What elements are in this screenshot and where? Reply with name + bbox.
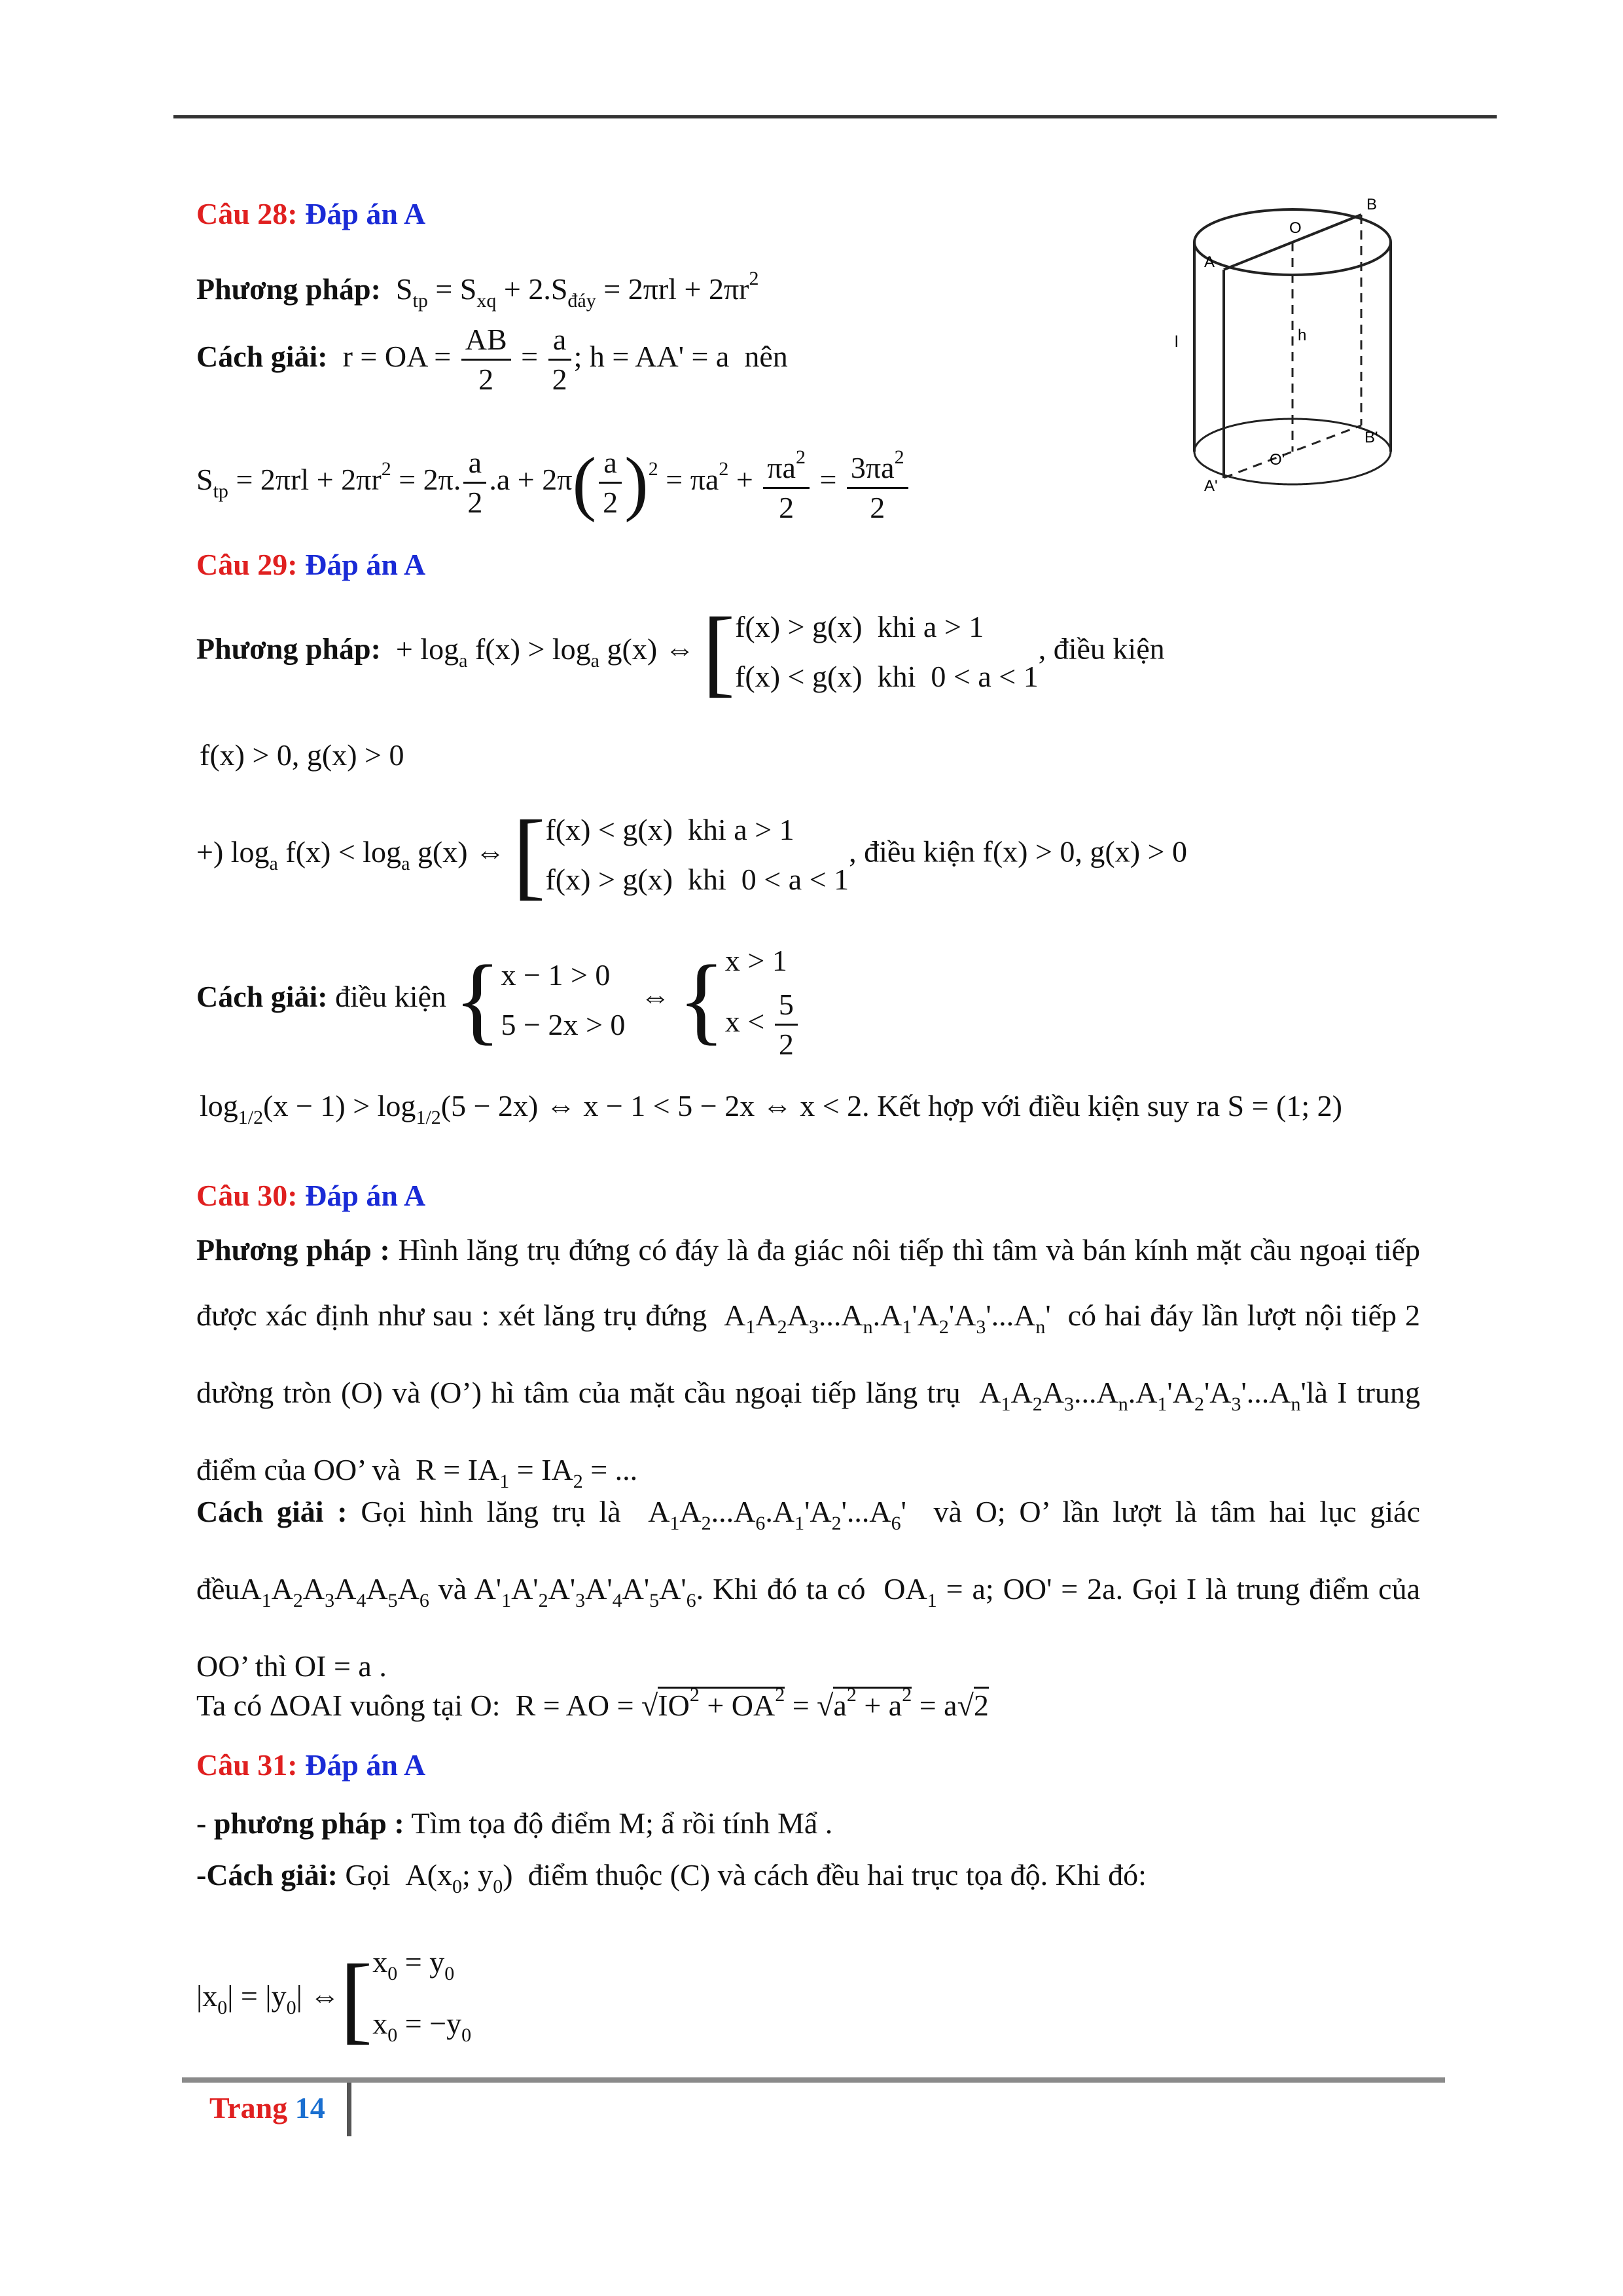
q30-method-text3: là I trung điểm của OO’ và bbox=[196, 1376, 1420, 1486]
q30-solution: Cách giải : Gọi hình lăng trụ là $A_1A_2...A_6.A_1'A_2'...A_6'$ và O; O’ lần lượt là tâm hai lục giác $đềuA_1A_2A_3A_4A_5A_6$ và $A'_1A'_2A'_3A'_4A'_5A'_6$. Khi đó ta có $OA_1 = a$; OO' = 2a. Gọi I là trung điểm của OO’ thì OI = a . bbox=[196, 1495, 1421, 1683]
q29-method-line1: Phương pháp: + $\log_a f(x) > \log_a g(x)$ ⇔ [f(x) > g(x) khi a > 1 f(x) < g(x) khi 0 < a < 1, điều kiện bbox=[196, 598, 1165, 706]
q28-method-formula: $S_{tp} = S_{xq} + 2.S_{đáy} = 2\pi rl + 2\pi r^2$ bbox=[388, 268, 759, 312]
fig-label-b: B bbox=[1366, 196, 1378, 213]
q31-abs-eq: $|x_0| = |y_0|$ $\Leftrightarrow[x_0 = y_0$ $x_0 = -y_0$ bbox=[196, 1945, 472, 2053]
q29-final-set: S = (1; 2) bbox=[1227, 1089, 1342, 1122]
q31-method-text: Tìm tọa độ điểm M; ẩ rồi tính Mẩ . bbox=[411, 1806, 833, 1840]
q29-cond-line: f(x) > 0, g(x) > 0 bbox=[200, 738, 404, 772]
footer-rule bbox=[182, 2077, 1445, 2083]
q30-solution-text6: điểm của OO’ thì bbox=[196, 1572, 1421, 1683]
q28-solution: Cách giải: r = OA = $\frac{AB}{2}$ = $\frac{a}{2}$ ; h = AA' = a nên bbox=[196, 321, 788, 399]
fig-label-o-prime: O' bbox=[1270, 451, 1285, 469]
q29-solution: Cách giải: điều kiện {x − 1 > 0 5 − 2x > 0 ⇔ {x > 1 x < $\frac{5}{2}$ bbox=[196, 936, 800, 1064]
q31-heading: Câu 31: Đáp án A bbox=[196, 1748, 426, 1782]
q31-solution-text2: điểm thuộc (C) và cách đều hai trục tọa độ. Khi đó: bbox=[527, 1858, 1147, 1892]
q31-solution: -Cách giải: Gọi $A(x_0$; $y_0$) điểm thuộc (C) và cách đều hai trục tọa độ. Khi đó: bbox=[196, 1858, 1147, 1897]
q30-solution-label: Cách giải : bbox=[196, 1495, 348, 1528]
q31-method bbox=[196, 1804, 832, 1843]
q29-heading: Câu 29: Đáp án A bbox=[196, 548, 426, 581]
q31-solution-text1: Gọi bbox=[345, 1858, 391, 1892]
q30-text8: vuông tại O: bbox=[349, 1689, 501, 1722]
fig-label-a: A bbox=[1204, 253, 1215, 271]
q29-solution-label: Cách giải: bbox=[196, 980, 328, 1014]
fig-label-a-prime: A' bbox=[1204, 477, 1218, 495]
q29-cond-word: , điều kiện bbox=[1038, 632, 1165, 666]
q30-and-word: và bbox=[438, 1572, 467, 1605]
q29-solution-cond: điều kiện bbox=[335, 980, 447, 1014]
q30-solution-text1: Gọi hình lăng trụ là bbox=[361, 1495, 621, 1528]
q28-solution-label: Cách giải: bbox=[196, 340, 328, 374]
q31-method-label: - phương pháp : bbox=[196, 1806, 404, 1840]
q31-solution-label: -Cách giải: bbox=[196, 1858, 338, 1892]
q28-method-label: Phương pháp: bbox=[196, 272, 381, 306]
q29-method-line2: +) $\log_a f(x) < \log_a g(x)$ ⇔ [f(x) < g(x) khi a > 1 f(x) > g(x) khi 0 < a < 1, điều kiện f(x) > 0, g(x) > 0 bbox=[196, 800, 1187, 909]
fig-label-o: O bbox=[1289, 219, 1302, 237]
q30-triangle: ΔOAI bbox=[269, 1689, 343, 1722]
q30-method-label: Phương pháp : bbox=[196, 1233, 390, 1266]
fig-label-l: l bbox=[1175, 333, 1179, 351]
page-number: 14 bbox=[294, 2091, 325, 2125]
q30-conclusion: Ta có ΔOAI vuông tại O: R = AO = $√IO^2 + OA^2 = √a^2 + a^2 = a√2$ bbox=[196, 1684, 989, 1722]
q30-oi: OI = a bbox=[294, 1649, 372, 1683]
q30-method: Phương pháp : Hình lăng trụ đứng có đáy là đa giác nôi tiếp thì tâm và bán kính mặt cầu ngoại tiếp được xác định như sau : xét lăng trụ đứng $A_1A_2A_3...A_n.A_1'A_2'A_3'...A_n'$ có hai đáy lần lượt nội tiếp 2 dường tròn (O) và (O’) hì tâm của mặt cầu ngoại tiếp lăng trụ $A_1A_2A_3...A_n.A_1'A_2'A_3'...A_n'là$ I trung điểm của OO’ và $R = IA_1 = IA_2$ = ... bbox=[196, 1233, 1420, 1492]
q30-text7: Ta có bbox=[196, 1689, 262, 1722]
fig-label-b-prime: B' bbox=[1364, 429, 1378, 446]
q29-final-text: . Kết hợp với điều kiện suy ra bbox=[862, 1089, 1221, 1122]
header-rule bbox=[173, 115, 1497, 118]
q30-solution-text2: và O; O’ lần lượt là tâm hai lục giác bbox=[933, 1495, 1421, 1528]
q28-method bbox=[196, 259, 759, 321]
footer-divider bbox=[347, 2083, 351, 2136]
page-footer bbox=[209, 2090, 325, 2125]
q30-method-text: Hình lăng trụ đứng có đáy là đa giác nôi tiếp thì tâm và bán kính mặt cầu ngoại tiếp được xác định như sau : xét lăng trụ đứng bbox=[196, 1233, 1420, 1332]
cylinder-figure bbox=[1171, 190, 1400, 497]
fig-label-h: h bbox=[1298, 327, 1307, 344]
q30-solution-text5: . Gọi I là trung bbox=[1115, 1572, 1300, 1605]
q30-method-text2: có hai đáy lần lượt nội tiếp 2 dường tròn (O) và (O’) hì tâm của mặt cầu ngoại tiếp lăng trụ bbox=[196, 1299, 1420, 1409]
q29-cond2: , điều kiện f(x) > 0, g(x) > 0 bbox=[849, 834, 1187, 869]
q29-method-label: Phương pháp: bbox=[196, 632, 381, 666]
q29-final: $\log_{1/2}(x - 1) > \log_{1/2}(5 - 2x)$ ⇔ x − 1 < 5 − 2x ⇔ x < 2. Kết hợp với điều kiện suy ra S = (1; 2) bbox=[200, 1089, 1342, 1128]
q30-heading: Câu 30: Đáp án A bbox=[196, 1179, 426, 1212]
q28-heading: Câu 28: Đáp án A bbox=[196, 197, 426, 230]
q28-result: $S_{tp} = 2\pi rl + 2\pi r^2 = 2\pi$. $\frac{a}{2}$ .a + 2π( $\frac{a}{2}$ )$^2 = \pi a^2$ + $\frac{\pi a^2}{2}$ = $\frac{3\pi a^2}{2}$ bbox=[196, 439, 911, 527]
footer-label: Trang bbox=[209, 2091, 288, 2125]
q30-solution-text4: . Khi đó ta có bbox=[696, 1572, 866, 1605]
q30-solution-text3: đều bbox=[196, 1572, 240, 1605]
